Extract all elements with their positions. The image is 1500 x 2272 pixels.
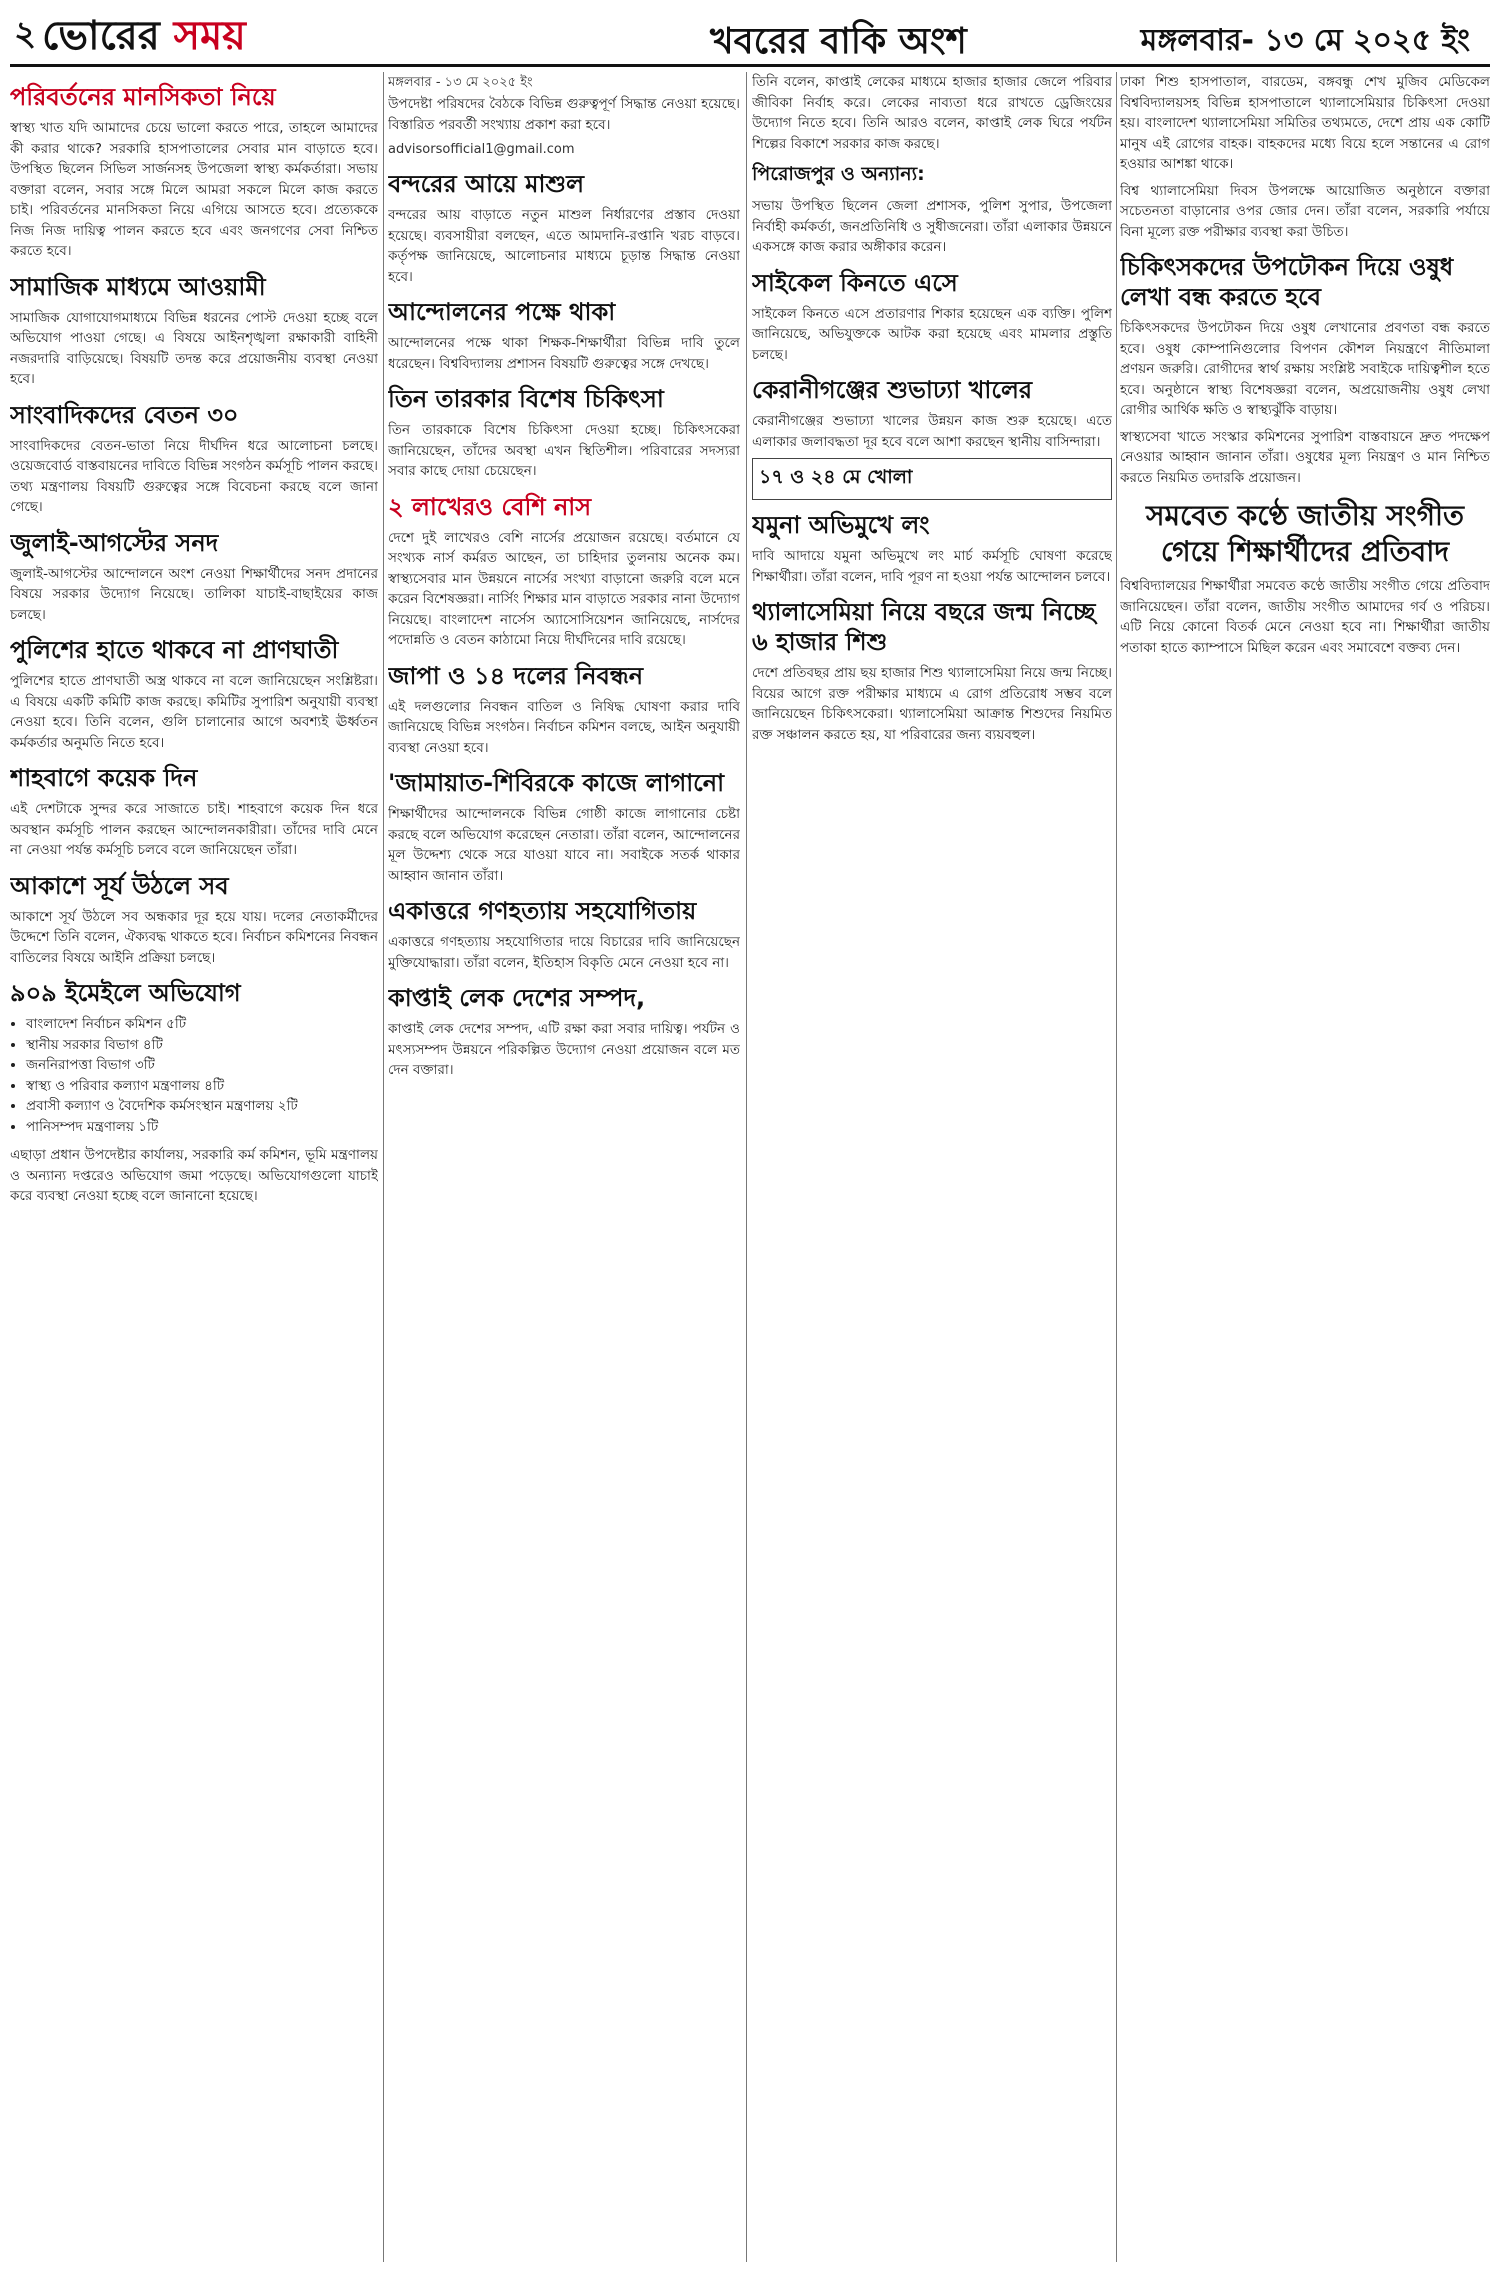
masthead	[0, 0, 1500, 66]
headline: সাইকেল কিনতে এসে	[752, 268, 958, 297]
article-text: সামাজিক যোগাযোগমাধ্যমে বিভিন্ন ধরনের পোস্ট দেওয়া হচ্ছে বলে অভিযোগ পাওয়া গেছে। এ বিষয়ে আইনশৃঙ্খলা রক্ষাকারী বাহিনী নজরদারি বাড়িয়েছে। বিষয়টি তদন্ত করে প্রয়োজনীয় ব্যবস্থা নেওয়া হবে।	[10, 309, 378, 387]
column-3	[752, 72, 1112, 2262]
headline: বন্দরের আয়ে মাশুল	[388, 170, 584, 198]
headline: কেরানীগঞ্জের শুভাঢ্যা খালের	[752, 376, 1033, 404]
complaint-list	[10, 1014, 378, 1137]
headline: জুলাই-আগস্টের সনদ	[10, 528, 219, 557]
article-text: কেরানীগঞ্জের শুভাঢ্যা খালের উন্নয়ন কাজ শুরু হয়েছে। এতে এলাকার জলাবদ্ধতা দূর হবে বলে আশা করছেন স্থানীয় বাসিন্দারা।	[752, 413, 1112, 450]
subheading-box: ১৭ ও ২৪ মে খোলা	[752, 458, 1112, 500]
list-item: • জননিরাপত্তা বিভাগ ৩টি	[26, 1055, 378, 1076]
article-text: বিশ্ববিদ্যালয়ের শিক্ষার্থীরা সমবেত কণ্ঠে জাতীয় সংগীত গেয়ে প্রতিবাদ জানিয়েছেন। তাঁরা বলেন, জাতীয় সংগীত আমাদের গর্ব ও পরিচয়। এটি নিয়ে কোনো বিতর্ক মেনে নেওয়া হবে না। শিক্ষার্থীরা জাতীয় পতাকা হাতে ক্যাম্পাসে মিছিল করেন এবং সমাবেশে বক্তব্য দেন।	[1120, 578, 1490, 656]
headline: শাহবাগে কয়েক দিন	[10, 764, 198, 792]
headline: পুলিশের হাতে থাকবে না প্রাণঘাতী	[10, 636, 339, 664]
article-text: স্বাস্থ্যসেবা খাতে সংস্কার কমিশনের সুপারিশ বাস্তবায়নে দ্রুত পদক্ষেপ নেওয়ার আহ্বান জানান তাঁরা। ওষুধের মূল্য নিয়ন্ত্রণ ও মান নিশ্চিত করতে নিয়মিত তদারকি প্রয়োজন।	[1120, 428, 1490, 486]
headline: আকাশে সূর্য উঠলে সব	[10, 871, 229, 900]
article-text: সভায় উপস্থিত ছিলেন জেলা প্রশাসক, পুলিশ সুপার, উপজেলা নির্বাহী কর্মকর্তা, জনপ্রতিনিধি ও সুধীজনেরা। তাঁরা এলাকার উন্নয়নে একসঙ্গে কাজ করার অঙ্গীকার করেন।	[752, 198, 1112, 255]
article-text: বন্দরের আয় বাড়াতে নতুন মাশুল নির্ধারণের প্রস্তাব দেওয়া হয়েছে। ব্যবসায়ীরা বলছেন, এতে আমদানি-রপ্তানি খরচ বাড়বে। কর্তৃপক্ষ জানিয়েছে, আলোচনার মাধ্যমে চূড়ান্ত সিদ্ধান্ত নেওয়া হবে।	[388, 207, 740, 285]
column-2	[388, 72, 740, 2262]
headline: 'জামায়াত-শিবিরকে কাজে লাগানো	[388, 769, 725, 797]
contact-email: advisorsofficial1@gmail.com	[388, 142, 575, 157]
article-text: এই দলগুলোর নিবন্ধন বাতিল ও নিষিদ্ধ ঘোষণা করার দাবি জানিয়েছে বিভিন্ন সংগঠন। নির্বাচন কমিশন বলছে, আইন অনুযায়ী ব্যবস্থা নেওয়া হবে।	[388, 698, 740, 756]
article-text: দেশে প্রতিবছর প্রায় ছয় হাজার শিশু থ্যালাসেমিয়া নিয়ে জন্ম নিচ্ছে। বিয়ের আগে রক্ত পরীক্ষার মাধ্যমে এ রোগ প্রতিরোধ সম্ভব বলে জানিয়েছেন চিকিৎসকেরা। থ্যালাসেমিয়া আক্রান্ত শিশুদের নিয়মিত রক্ত সঞ্চালন করতে হয়, যা পরিবারের জন্য ব্যয়বহুল।	[752, 665, 1112, 743]
article-text: বিশ্ব থ্যালাসেমিয়া দিবস উপলক্ষে আয়োজিত অনুষ্ঠানে বক্তারা সচেতনতা বাড়ানোর ওপর জোর দেন। তাঁরা বলেন, সরকারি পর্যায়ে বিনা মূল্যে রক্ত পরীক্ষার ব্যবস্থা করা উচিত।	[1120, 182, 1490, 240]
article-text: ঢাকা শিশু হাসপাতাল, বারডেম, বঙ্গবন্ধু শেখ মুজিব মেডিকেল বিশ্ববিদ্যালয়সহ বিভিন্ন হাসপাতালে থ্যালাসেমিয়ার চিকিৎসা দেওয়া হয়। বাংলাদেশ থ্যালাসেমিয়া সমিতির তথ্যমতে, দেশে প্রায় এক কোটি মানুষ এই রোগের বাহক। বাহকদের মধ্যে বিয়ে হলে সন্তানের এ রোগ হওয়ার আশঙ্কা থাকে।	[1120, 74, 1490, 172]
column-divider	[383, 72, 384, 2262]
headline: থ্যালাসেমিয়া নিয়ে বছরে জন্ম নিচ্ছে ৬ হাজার শিশু	[752, 598, 1096, 656]
article-text: কাপ্তাই লেক দেশের সম্পদ, এটি রক্ষা করা সবার দায়িত্ব। পর্যটন ও মৎস্যসম্পদ উন্নয়নে পরিকল্পিত উদ্যোগ নেওয়া প্রয়োজন বলে মত দেন বক্তারা।	[388, 1021, 740, 1078]
headline: সামাজিক মাধ্যমে আওয়ামী	[10, 272, 266, 301]
article-text: আন্দোলনের পক্ষে থাকা শিক্ষক-শিক্ষার্থীরা বিভিন্ন দাবি তুলে ধরেছেন। বিশ্ববিদ্যালয় প্রশাসন বিষয়টি গুরুত্বের সঙ্গে দেখছে।	[388, 335, 740, 372]
issue-date: মঙ্গলবার- ১৩ মে ২০২৫ ইং	[1140, 23, 1470, 58]
column-divider	[746, 72, 747, 2262]
list-item: • স্থানীয় সরকার বিভাগ ৪টি	[26, 1035, 378, 1056]
headline: চিকিৎসকদের উপঢৌকন দিয়ে ওষুধ লেখা বন্ধ করতে হবে	[1120, 253, 1454, 311]
headline: ২ লাখেরও বেশি নাস	[388, 492, 592, 521]
headline: একাত্তরে গণহত্যায় সহযোগিতায়	[388, 897, 697, 925]
column-1	[10, 72, 378, 2262]
article-text: তিন তারকাকে বিশেষ চিকিৎসা দেওয়া হচ্ছে। চিকিৎসকেরা জানিয়েছেন, তাঁদের অবস্থা এখন স্থিতিশীল। পরিবারের সদস্যরা সবার কাছে দোয়া চেয়েছেন।	[388, 422, 740, 479]
page-number: ২	[14, 14, 37, 54]
article-text: তিনি বলেন, কাপ্তাই লেকের মাধ্যমে হাজার হাজার জেলে পরিবার জীবিকা নির্বাহ করে। লেকের নাব্যতা ধরে রাখতে ড্রেজিংয়ের উদ্যোগ নিতে হবে। তিনি আরও বলেন, কাপ্তাই লেক ঘিরে পর্যটন শিল্পের বিকাশে সরকার কাজ করছে।	[752, 74, 1112, 152]
article-text: স্বাস্থ্য খাত যদি আমাদের চেয়ে ভালো করতে পারে, তাহলে আমাদের কী করার থাকে? সরকারি হাসপাতালের সেবার মান বাড়াতে হবে। উপস্থিত ছিলেন সিভিল সার্জনসহ উপজেলা স্বাস্থ্য কর্মকর্তারা। সভায় বক্তারা বলেন, সবার সঙ্গে মিলে আমরা সকলে মিলে কাজ করতে চাই। পরিবর্তনের মানসিকতা নিয়ে এগিয়ে আসতে হবে। প্রত্যেককে নিজ নিজ দায়িত্ব পালন করতে হবে এবং জনগণের সেবা নিশ্চিত করতে হবে।	[10, 120, 378, 259]
column-divider	[1116, 72, 1117, 2262]
headline: তিন তারকার বিশেষ চিকিৎসা	[388, 385, 664, 413]
article-text: আকাশে সূর্য উঠলে সব অন্ধকার দূর হয়ে যায়। দলের নেতাকর্মীদের উদ্দেশে তিনি বলেন, ঐক্যবদ্ধ থাকতে হবে। নির্বাচন কমিশনের নিবন্ধন বাতিলের বিষয়ে আইনি প্রক্রিয়া চলছে।	[10, 908, 378, 966]
subheading: পিরোজপুর ও অন্যান্য:	[752, 163, 925, 185]
article-text: পুলিশের হাতে প্রাণঘাতী অস্ত্র থাকবে না বলে জানিয়েছেন সংশ্লিষ্টরা। এ বিষয়ে একটি কমিটি কাজ করছে। কমিটির সুপারিশ অনুযায়ী ব্যবস্থা নেওয়া হবে। তিনি বলেন, গুলি চালানোর আগে অবশ্যই ঊর্ধ্বতন কর্মকর্তার অনুমতি নিতে হবে।	[10, 673, 378, 751]
headline: জাপা ও ১৪ দলের নিবন্ধন	[388, 661, 644, 690]
article-text: উপদেষ্টা পরিষদের বৈঠকে বিভিন্ন গুরুত্বপূর্ণ সিদ্ধান্ত নেওয়া হয়েছে। বিস্তারিত পরবর্তী সংখ্যায় প্রকাশ করা হবে।	[388, 96, 740, 133]
headline: যমুনা অভিমুখে লং	[752, 511, 930, 539]
headline: আন্দোলনের পক্ষে থাকা	[388, 298, 616, 326]
article-text: জুলাই-আগস্টের আন্দোলনে অংশ নেওয়া শিক্ষার্থীদের সনদ প্রদানের বিষয়ে সরকার উদ্যোগ নিয়েছে। তালিকা যাচাই-বাছাইয়ের কাজ চলছে।	[10, 565, 378, 623]
list-item: • প্রবাসী কল্যাণ ও বৈদেশিক কর্মসংস্থান মন্ত্রণালয় ২টি	[26, 1096, 378, 1117]
newspaper-name	[42, 4, 246, 71]
list-item: • পানিসম্পদ মন্ত্রণালয় ১টি	[26, 1117, 378, 1138]
article-text: চিকিৎসকদের উপঢৌকন দিয়ে ওষুধ লেখানোর প্রবণতা বন্ধ করতে হবে। ওষুধ কোম্পানিগুলোর বিপণন কৌশল নিয়ন্ত্রণে নীতিমালা প্রণয়ন জরুরি। রোগীদের স্বার্থ রক্ষায় সংশ্লিষ্ট সবাইকে দায়িত্বশীল হতে হবে। অনুষ্ঠানে স্বাস্থ্য বিশেষজ্ঞরা বলেন, অপ্রয়োজনীয় ওষুধ লেখা রোগীর আর্থিক ক্ষতি ও স্বাস্থ্যঝুঁকি বাড়ায়।	[1120, 320, 1490, 418]
headline: ৯০৯ ইমেইলে অভিযোগ	[10, 979, 241, 1007]
section-title: খবরের বাকি অংশ	[710, 21, 967, 62]
newspaper-name-prefix: ভোরের	[42, 13, 160, 59]
article-text: একাত্তরে গণহত্যায় সহযোগিতার দায়ে বিচারের দাবি জানিয়েছেন মুক্তিযোদ্ধারা। তাঁরা বলেন, ইতিহাস বিকৃতি মেনে নেওয়া হবে না।	[388, 934, 740, 971]
list-item: • বাংলাদেশ নির্বাচন কমিশন ৫টি	[26, 1014, 378, 1035]
article-text: এই দেশটাকে সুন্দর করে সাজাতে চাই। শাহবাগে কয়েক দিন ধরে অবস্থান কর্মসূচি পালন করছেন আন্দোলনকারীরা। তাঁদের দাবি মেনে না নেওয়া পর্যন্ত কর্মসূচি চলবে বলে জানিয়েছেন তাঁরা।	[10, 801, 378, 858]
article-text: দেশে দুই লাখেরও বেশি নার্সের প্রয়োজন রয়েছে। বর্তমানে যে সংখ্যক নার্স কর্মরত আছেন, তা চাহিদার তুলনায় অনেক কম। স্বাস্থ্যসেবার মান উন্নয়নে নার্সের সংখ্যা বাড়ানো জরুরি বলে মনে করেন বিশেষজ্ঞরা। নার্সিং শিক্ষার মান বাড়াতে সরকার নানা উদ্যোগ নিয়েছে। বাংলাদেশ নার্সেস অ্যাসোসিয়েশন জানিয়েছে, নার্সদের পদোন্নতি ও বেতন কাঠামো নিয়ে দীর্ঘদিনের দাবি রয়েছে।	[388, 529, 740, 648]
column-4	[1120, 72, 1490, 2262]
newspaper-name-suffix: সময়	[173, 13, 246, 59]
headline: সমবেত কণ্ঠে জাতীয় সংগীত গেয়ে শিক্ষার্থীদের প্রতিবাদ	[1146, 499, 1464, 568]
article-text: এছাড়া প্রধান উপদেষ্টার কার্যালয়, সরকারি কর্ম কমিশন, ভূমি মন্ত্রণালয় ও অন্যান্য দপ্তরেও অভিযোগ জমা পড়েছে। অভিযোগগুলো যাচাই করে ব্যবস্থা নেওয়া হচ্ছে বলে জানানো হয়েছে।	[10, 1147, 378, 1204]
article-text: সাংবাদিকদের বেতন-ভাতা নিয়ে দীর্ঘদিন ধরে আলোচনা চলছে। ওয়েজবোর্ড বাস্তবায়নের দাবিতে বিভিন্ন সংগঠন কর্মসূচি পালন করছে। তথ্য মন্ত্রণালয় বিষয়টি গুরুত্বের সঙ্গে বিবেচনা করছে বলে জানা গেছে।	[10, 437, 378, 515]
column-date: মঙ্গলবার - ১৩ মে ২০২৫ ইং	[388, 75, 533, 90]
article-text: সাইকেল কিনতে এসে প্রতারণার শিকার হয়েছেন এক ব্যক্তি। পুলিশ জানিয়েছে, অভিযুক্তকে আটক করা হয়েছে এবং মামলার প্রস্তুতি চলছে।	[752, 305, 1112, 363]
list-item: • স্বাস্থ্য ও পরিবার কল্যাণ মন্ত্রণালয় ৪টি	[26, 1076, 378, 1097]
article-text: দাবি আদায়ে যমুনা অভিমুখে লং মার্চ কর্মসূচি ঘোষণা করেছে শিক্ষার্থীরা। তাঁরা বলেন, দাবি পূরণ না হওয়া পর্যন্ত আন্দোলন চলবে।	[752, 548, 1112, 585]
masthead-rule	[10, 64, 1490, 67]
article-text: শিক্ষার্থীদের আন্দোলনকে বিভিন্ন গোষ্ঠী কাজে লাগানোর চেষ্টা করছে বলে অভিযোগ করেছেন নেতারা। তাঁরা বলেন, আন্দোলনের মূল উদ্দেশ্য থেকে সরে যাওয়া যাবে না। সবাইকে সতর্ক থাকার আহ্বান জানান তাঁরা।	[388, 806, 740, 884]
headline: পরিবর্তনের মানসিকতা নিয়ে	[10, 83, 276, 111]
headline: কাপ্তাই লেক দেশের সম্পদ,	[388, 984, 646, 1012]
headline: সাংবাদিকদের বেতন ৩০	[10, 400, 239, 429]
